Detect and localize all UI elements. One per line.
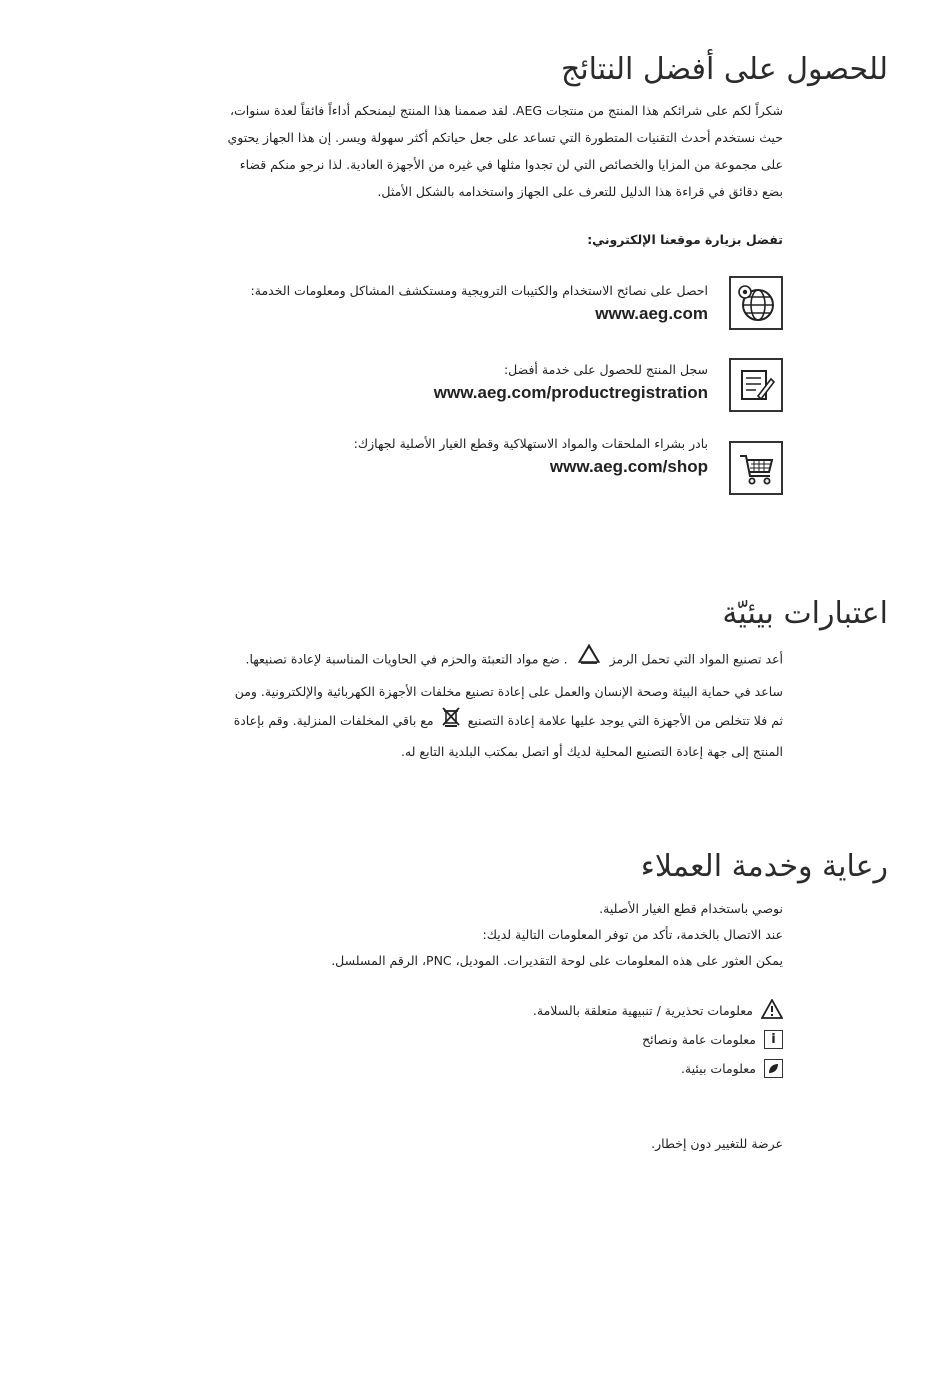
info-icon: i xyxy=(764,1030,783,1049)
legend-item-warning xyxy=(533,996,783,1025)
intro-line: شكراً لكم على شرائكم هذا المنتج من منتجات AEG. لقد صممنا هذا المنتج ليمنحكم أداءاً فائقاً لعدة سنوات، xyxy=(230,103,783,118)
customer-care-paragraph xyxy=(331,896,783,974)
care-line: نوصي باستخدام قطع الغيار الأصلية. xyxy=(599,901,783,916)
symbols-legend xyxy=(533,996,783,1083)
section-title-customer-care: رعاية وخدمة العملاء xyxy=(640,849,888,884)
environment-text: أعد تصنيع المواد التي تحمل الرمز xyxy=(609,651,783,667)
product-registration-link[interactable]: www.aeg.com/productregistration xyxy=(433,383,708,402)
intro-line: بضع دقائق في قراءة هذا الدليل للتعرف على الجهاز واستخدامه بالشكل الأمثل. xyxy=(377,184,783,199)
intro-line: حيث نستخدم أحدث التقنيات المتطورة التي تساعد على جعل حياتكم أكثر سهولة ويسر. إن هذا الجهاز يحتوي xyxy=(227,130,783,145)
visit-website-label: تفضل بزيارة موقعنا الإلكتروني: xyxy=(587,232,783,247)
warning-triangle-icon xyxy=(761,999,783,1022)
legend-text: معلومات تحذيرية / تنبيهية متعلقة بالسلامة. xyxy=(532,1003,753,1018)
environment-text: ثم فلا تتخلص من الأجهزة التي يوجد عليها علامة إعادة التصنيع xyxy=(467,713,783,728)
section-title-best-results: للحصول على أفضل النتائج xyxy=(560,52,888,87)
environment-text: مع باقي المخلفات المنزلية. وقم بإعادة xyxy=(233,713,434,728)
environment-line xyxy=(133,643,783,677)
environment-line: المنتج إلى جهة إعادة التصنيع المحلية لديك أو اتصل بمكتب البلدية التابع له. xyxy=(400,743,783,759)
legend-text: معلومات عامة ونصائح xyxy=(642,1032,756,1047)
website-link[interactable]: www.aeg.com xyxy=(595,304,708,323)
section-title-environment: اعتبارات بيئيّة xyxy=(722,596,888,631)
environment-text: . ضع مواد التعبئة والحزم في الحاويات المناسبة لإعادة تصنيعها. xyxy=(245,651,568,667)
shop-link[interactable]: www.aeg.com/shop xyxy=(549,457,708,476)
shopping-cart-icon xyxy=(729,441,783,495)
footer-note: عرضة للتغيير دون إخطار. xyxy=(651,1136,783,1151)
link-description: بادر بشراء الملحقات والمواد الاستهلاكية وقطع الغيار الأصلية لجهازك: xyxy=(353,436,708,451)
environment-paragraph xyxy=(133,643,783,766)
legend-item-info xyxy=(533,1025,783,1054)
legend-text: معلومات بيئية. xyxy=(680,1061,756,1076)
environment-line xyxy=(133,706,783,737)
crossed-bin-icon xyxy=(442,707,460,737)
link-block-registration xyxy=(434,360,708,406)
link-description: احصل على نصائح الاستخدام والكتيبات الترويجية ومستكشف المشاكل ومعلومات الخدمة: xyxy=(250,283,708,298)
recycle-icon xyxy=(576,643,602,677)
link-description: سجل المنتج للحصول على خدمة أفضل: xyxy=(503,362,708,377)
care-line: عند الاتصال بالخدمة، تأكد من توفر المعلومات التالية لديك: xyxy=(482,927,783,942)
intro-paragraph xyxy=(133,97,783,205)
link-block-website xyxy=(251,281,708,327)
link-block-shop xyxy=(354,434,708,480)
intro-line: على مجموعة من المزايا والخصائص التي لن تجدوا مثلها في غيره من الأجهزة العادية. لذا نرجو منكم قضاء xyxy=(239,157,783,172)
care-line: يمكن العثور على هذه المعلومات على لوحة التقديرات. الموديل، PNC، الرقم المسلسل. xyxy=(331,953,783,968)
registration-form-icon xyxy=(729,358,783,412)
environment-icon xyxy=(764,1059,783,1078)
environment-line: ساعد في حماية البيئة وصحة الإنسان والعمل على إعادة تصنيع مخلفات الأجهزة الكهربائية والإلكترونية. ومن xyxy=(234,684,783,699)
legend-item-environment xyxy=(533,1054,783,1083)
globe-icon xyxy=(729,276,783,330)
